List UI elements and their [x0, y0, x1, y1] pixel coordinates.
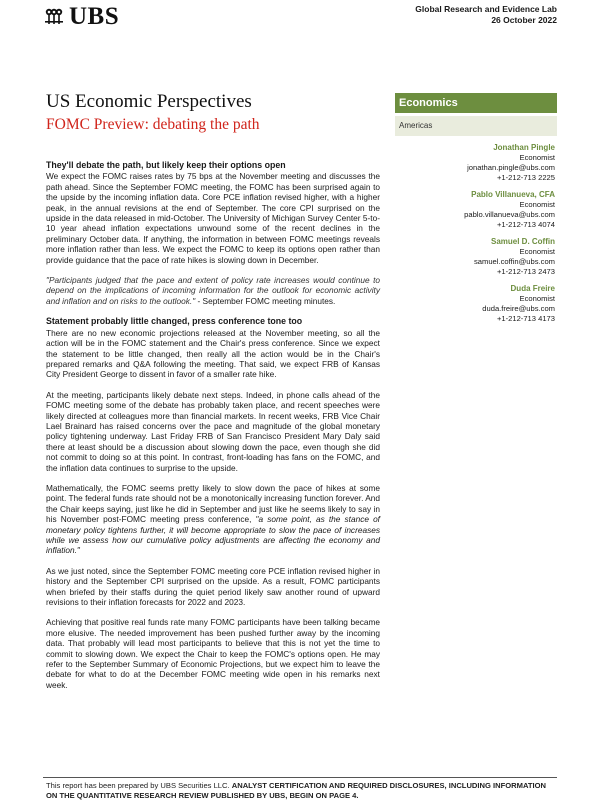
author-block — [395, 237, 557, 277]
author-name: Jonathan Pingle — [493, 143, 555, 152]
report-subtitle: FOMC Preview: debating the path — [46, 116, 260, 133]
author-role: Economist — [519, 294, 555, 303]
author-role: Economist — [519, 247, 555, 256]
footer-divider — [43, 777, 557, 778]
author-email[interactable]: duda.freire@ubs.com — [482, 304, 555, 313]
research-group: Global Research and Evidence Lab — [415, 4, 557, 14]
paragraph: Achieving that positive real funds rate many FOMC participants have been talking became more elusive. The needed improvement has been pushed further away by the incoming data. That probably will lead most participants to believe that this is not yet the time to commit to slowing down. We expect the Chair to keep the FOMC's options open. He may refer to the September Summary of Economic Projections, but we expect him to leave the debate for what to do at the December FOMC meeting wide open in his remarks next week. — [46, 617, 380, 690]
author-role: Economist — [519, 200, 555, 209]
author-block — [395, 284, 557, 324]
report-date: 26 October 2022 — [491, 15, 557, 25]
ubs-logo — [43, 3, 119, 31]
quote-source: - September FOMC meeting minutes. — [195, 295, 336, 306]
footer-bold: ANALYST CERTIFICATION AND REQUIRED DISCLOSURES, INCLUDING INFORMATION ON THE QUANTITATIVE RESEARCH REVIEW PUBLISHED BY UBS, BEGIN ON PAGE 4. — [46, 781, 547, 800]
author-name: Samuel D. Coffin — [490, 237, 555, 246]
topic-label: Economics — [395, 93, 557, 113]
author-email[interactable]: samuel.coffin@ubs.com — [473, 257, 555, 266]
author-role: Economist — [519, 153, 555, 162]
author-block — [395, 190, 557, 230]
author-phone: +1-212-713 2225 — [496, 173, 555, 182]
sidebar — [395, 93, 557, 324]
logo-text: UBS — [69, 3, 120, 30]
author-email[interactable]: jonathan.pingle@ubs.com — [467, 163, 555, 172]
paragraph: As we just noted, since the September FOMC meeting core PCE inflation revised higher in history and the September CPI surprised on the upside. As a result, FOMC participants when briefed by their staffs during the quiet period likely saw another round of upward revisions to their inflation forecasts for 2022 and 2023. — [46, 565, 380, 608]
paragraph-text: Mathematically, the FOMC seems pretty likely to slow down the pace of hikes at some point. The federal funds rate should not be a monotonically increasing function forever. And the Chair keeps saying, just like he did in September and just like he seems likely to say in his November post-FOMC meeting press conference, — [46, 482, 380, 525]
article-body — [46, 160, 380, 700]
author-name: Pablo Villanueva, CFA — [471, 190, 555, 199]
section-heading: Statement probably little changed, press conference tone too — [46, 316, 303, 327]
paragraph: At the meeting, participants likely debate next steps. Indeed, in phone calls ahead of the FOMC meeting some of the debate has probably taken place, and recent speeches were likely directed at colleagues more than financial markets. In recent weeks, FRB Vice Chair Lael Brainard has raised concerns over the pace and magnitude of the global monetary policy tightening underway. Last Friday FRB of San Francisco President Mary Daly said there at least should be a discussion about slowing down the pace, even though she did not commit to doing so at this point. In contrast, front-loading has fans on the FOMC, and the inflation data continues to surprise to the upside. — [46, 389, 380, 473]
author-phone: +1-212-713 4173 — [496, 314, 555, 323]
ubs-keys-logo-icon — [43, 8, 65, 26]
header-meta — [415, 4, 557, 26]
report-title: US Economic Perspectives — [46, 91, 252, 112]
author-phone: +1-212-713 4074 — [496, 220, 555, 229]
paragraph: We expect the FOMC raises rates by 75 bps at the November meeting and discusses the path ahead. Since the September FOMC meeting, the FOMC has been surprised again to the upside by the incoming inflation data. Core PCE inflation revised higher, with a higher peak, in the annual revisions at the end of September. The core CPI surprised on the upside in the data released in mid-October. The University of Michigan Survey Center 5-to-10 year ahead inflation expectations unwound some of the recent declines in the preliminary October data. If anything, the information in between FOMC meetings reveals more inflation rather than less. We expect the FOMC to keep its options open rather than provide guidance that the pace of rate hikes is slowing down in December. — [46, 171, 380, 265]
quote-text: "a some point, as the stance of monetary policy tightens further, it will become appropriate to slow the pace of increases while we assess how our cumulative policy adjustments are affecting the economy and inflation." — [46, 514, 380, 556]
author-name: Duda Freire — [510, 284, 555, 293]
author-email[interactable]: pablo.villanueva@ubs.com — [464, 210, 555, 219]
quote-text: "Participants judged that the pace and extent of policy rate increases would continue to depend on the implications of incoming information for the outlook for economic activity and inflation and on risks to the outlook." — [46, 275, 380, 306]
author-block — [395, 143, 557, 183]
footer-plain: This report has been prepared by UBS Securities LLC. — [46, 781, 232, 790]
author-phone: +1-212-713 2473 — [496, 267, 555, 276]
section-heading: They'll debate the path, but likely keep their options open — [46, 160, 286, 170]
paragraph: There are no new economic projections released at the November meeting, so all the action will be in the FOMC statement and the Chair's press conference. Since we expect the statement to be little changed, then really all the action would be in the Chair's prepared remarks and Q&A following the meeting. That said, we expect FRB of Kansas City President George to dissent in favor of a smaller rate hike. — [46, 327, 380, 380]
paragraph — [46, 483, 380, 556]
footer-disclaimer — [46, 781, 558, 800]
quote-paragraph — [46, 275, 380, 306]
region-label: Americas — [395, 116, 557, 136]
